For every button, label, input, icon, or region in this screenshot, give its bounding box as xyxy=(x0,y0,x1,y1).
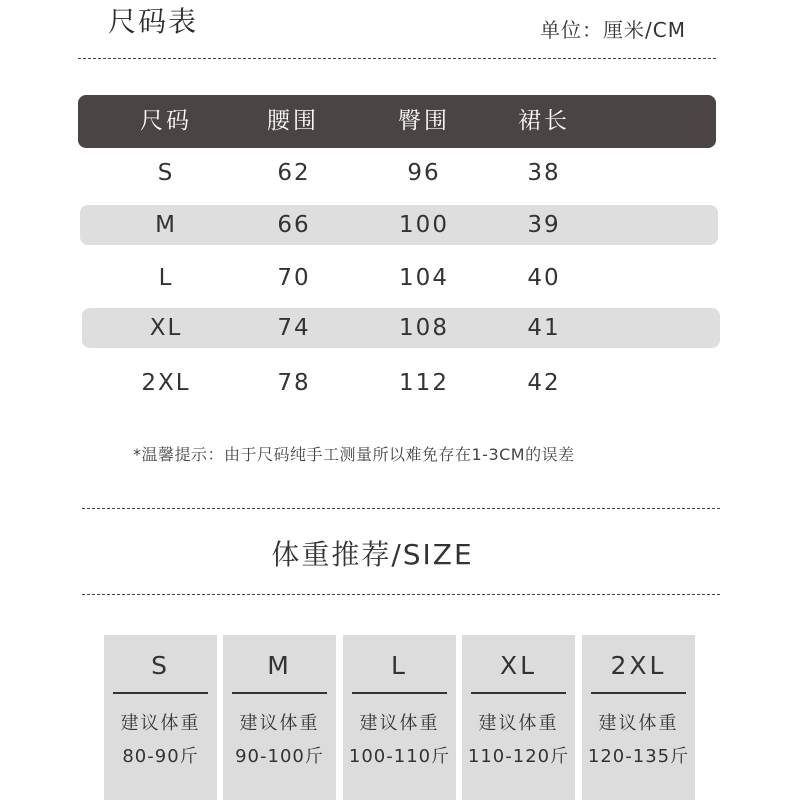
cell-hip: 108 xyxy=(399,315,449,341)
cell-size: L xyxy=(158,265,174,291)
measurement-note: *温馨提示：由于尺码纯手工测量所以难免存在1-3CM的误差 xyxy=(133,445,575,464)
divider-top xyxy=(78,58,716,59)
card-weight-range: 80-90斤 xyxy=(122,746,199,767)
unit-label: 单位：厘米/CM xyxy=(540,18,686,42)
card-label: 建议体重 xyxy=(359,713,440,734)
weight-card-2xl xyxy=(582,635,695,800)
table-row xyxy=(80,258,718,298)
card-divider xyxy=(591,692,686,694)
card-label: 建议体重 xyxy=(239,713,320,734)
cell-skirt-length: 41 xyxy=(527,315,561,341)
card-weight-range: 110-120斤 xyxy=(467,746,570,767)
cell-waist: 74 xyxy=(277,315,311,341)
column-header-waist: 腰围 xyxy=(267,108,319,134)
cell-hip: 100 xyxy=(399,212,449,238)
card-divider xyxy=(352,692,447,694)
card-divider xyxy=(232,692,327,694)
cell-size: S xyxy=(157,160,175,186)
card-divider xyxy=(471,692,566,694)
cell-waist: 78 xyxy=(277,370,311,396)
table-row xyxy=(80,363,718,403)
card-label: 建议体重 xyxy=(598,713,679,734)
cell-waist: 66 xyxy=(277,212,311,238)
cell-size: 2XL xyxy=(141,370,191,396)
page-title: 尺码表 xyxy=(108,5,199,38)
card-label: 建议体重 xyxy=(478,713,559,734)
table-row xyxy=(80,153,718,193)
weight-card-l xyxy=(343,635,456,800)
section-title: 体重推荐/SIZE xyxy=(271,538,474,571)
cell-skirt-length: 38 xyxy=(527,160,561,186)
cell-skirt-length: 39 xyxy=(527,212,561,238)
cell-waist: 62 xyxy=(277,160,311,186)
cell-size: XL xyxy=(149,315,183,341)
cell-hip: 96 xyxy=(407,160,441,186)
card-divider xyxy=(113,692,208,694)
table-header xyxy=(78,95,716,148)
cell-hip: 104 xyxy=(399,265,449,291)
card-size: S xyxy=(151,651,170,680)
cell-hip: 112 xyxy=(399,370,449,396)
cell-waist: 70 xyxy=(277,265,311,291)
divider-lower xyxy=(82,594,720,595)
weight-card-xl xyxy=(462,635,575,800)
column-header-skirt-length: 裙长 xyxy=(518,108,570,134)
column-header-hip: 臀围 xyxy=(398,108,450,134)
cell-skirt-length: 42 xyxy=(527,370,561,396)
card-size: XL xyxy=(499,651,538,680)
card-size: M xyxy=(267,651,292,680)
weight-card-s xyxy=(104,635,217,800)
table-row xyxy=(82,308,720,348)
card-weight-range: 100-110斤 xyxy=(348,746,451,767)
card-size: L xyxy=(391,651,408,680)
column-header-size: 尺码 xyxy=(140,108,192,134)
cell-skirt-length: 40 xyxy=(527,265,561,291)
card-size: 2XL xyxy=(610,651,667,680)
weight-card-m xyxy=(223,635,336,800)
card-label: 建议体重 xyxy=(120,713,201,734)
card-weight-range: 90-100斤 xyxy=(235,746,324,767)
divider-middle xyxy=(82,508,720,509)
cell-size: M xyxy=(155,212,177,238)
card-weight-range: 120-135斤 xyxy=(587,746,690,767)
table-row xyxy=(80,205,718,245)
